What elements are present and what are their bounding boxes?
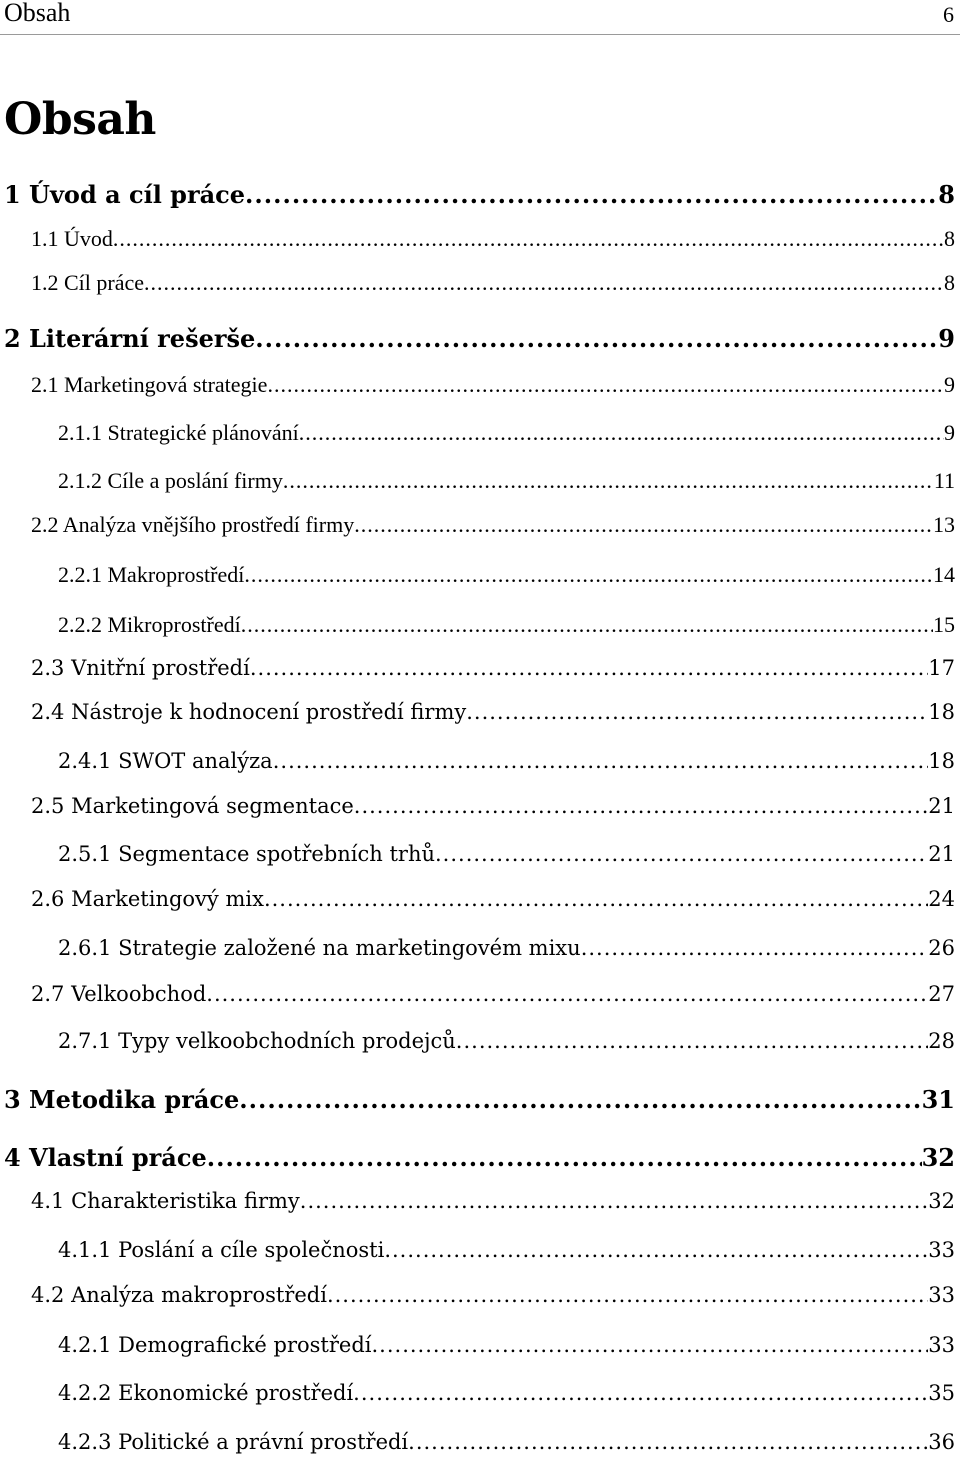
toc-entry-page: 21 — [928, 842, 955, 866]
toc-entry-title: 2.4.1 SWOT analýza — [58, 749, 273, 773]
toc-leader-dots — [245, 180, 938, 209]
header-title: Obsah — [4, 0, 71, 27]
toc-entry[interactable] — [58, 842, 955, 866]
toc-leader-dots — [250, 656, 928, 680]
toc-entry-title: 4.2 Analýza makroprostředí — [31, 1283, 327, 1307]
toc-leader-dots — [354, 794, 928, 818]
toc-entry[interactable] — [58, 1430, 955, 1454]
toc-entry-title: 2.4 Nástroje k hodnocení prostředí firmy — [31, 700, 467, 724]
toc-entry[interactable] — [58, 562, 955, 588]
toc-entry-title: 2.5.1 Segmentace spotřebních trhů — [58, 842, 435, 866]
toc-entry-page: 33 — [928, 1283, 955, 1307]
toc-entry-title: 2.2.1 Makroprostředí — [58, 562, 245, 587]
toc-entry-page: 21 — [928, 794, 955, 818]
toc-entry-page: 9 — [944, 372, 955, 397]
page-title: Obsah — [4, 94, 156, 145]
toc-entry-page: 11 — [933, 468, 955, 493]
toc-entry[interactable] — [31, 1283, 955, 1307]
toc-entry-page: 8 — [944, 226, 955, 251]
toc-leader-dots — [244, 562, 933, 588]
toc-entry[interactable] — [58, 936, 955, 960]
toc-entry-title: 1 Úvod a cíl práce — [4, 180, 246, 209]
toc-entry-title: 4.2.3 Politické a právní prostředí — [58, 1430, 409, 1454]
toc-entry-title: 1.1 Úvod — [31, 226, 113, 251]
toc-entry-page: 31 — [921, 1085, 955, 1114]
toc-entry-page: 9 — [944, 420, 955, 445]
toc-entry[interactable] — [58, 612, 955, 638]
toc-leader-dots — [113, 226, 944, 252]
toc-entry[interactable] — [4, 1143, 955, 1172]
toc-leader-dots — [239, 1085, 921, 1114]
toc-leader-dots — [207, 1143, 922, 1172]
toc-entry-page: 14 — [933, 562, 955, 587]
toc-entry-page: 18 — [928, 749, 955, 773]
toc-entry[interactable] — [31, 1189, 955, 1213]
toc-leader-dots — [466, 700, 928, 724]
toc-entry[interactable] — [31, 887, 955, 911]
toc-entry-title: 4.1 Charakteristika firmy — [31, 1189, 300, 1213]
toc-entry-title: 2.1 Marketingová strategie — [31, 372, 268, 397]
toc-leader-dots — [144, 270, 944, 296]
toc-entry[interactable] — [31, 512, 955, 538]
toc-leader-dots — [267, 372, 944, 398]
toc-entry[interactable] — [31, 270, 955, 296]
toc-leader-dots — [264, 887, 928, 911]
toc-leader-dots — [353, 1381, 928, 1405]
toc-entry-page: 33 — [928, 1238, 955, 1262]
toc-entry[interactable] — [58, 1029, 955, 1053]
toc-entry-title: 2.2.2 Mikroprostředí — [58, 612, 241, 637]
toc-entry[interactable] — [4, 324, 955, 353]
toc-entry[interactable] — [4, 1085, 955, 1114]
toc-leader-dots — [327, 1283, 928, 1307]
toc-entry[interactable] — [58, 1238, 955, 1262]
toc-entry-page: 26 — [928, 936, 955, 960]
toc-entry-title: 1.2 Cíl práce — [31, 270, 145, 295]
toc-entry-title: 2 Literární rešerše — [4, 324, 256, 353]
toc-leader-dots — [372, 1333, 929, 1357]
toc-entry[interactable] — [31, 794, 955, 818]
toc-leader-dots — [581, 936, 929, 960]
toc-entry[interactable] — [31, 372, 955, 398]
toc-entry[interactable] — [31, 982, 955, 1006]
toc-entry[interactable] — [58, 749, 955, 773]
toc-leader-dots — [408, 1430, 928, 1454]
toc-leader-dots — [206, 982, 928, 1006]
toc-entry-title: 2.3 Vnitřní prostředí — [31, 656, 250, 680]
toc-entry-page: 9 — [938, 324, 955, 353]
toc-entry[interactable] — [58, 468, 955, 494]
toc-entry[interactable] — [58, 420, 955, 446]
toc-leader-dots — [354, 512, 933, 538]
toc-entry[interactable] — [31, 656, 955, 680]
toc-leader-dots — [456, 1029, 928, 1053]
toc-entry-title: 4 Vlastní práce — [4, 1143, 207, 1172]
toc-entry-page: 8 — [944, 270, 955, 295]
toc-entry-title: 2.1.1 Strategické plánování — [58, 420, 299, 445]
toc-leader-dots — [384, 1238, 928, 1262]
toc-entry-title: 2.7.1 Typy velkoobchodních prodejců — [58, 1029, 456, 1053]
toc-leader-dots — [273, 749, 929, 773]
toc-entry-page: 36 — [928, 1430, 955, 1454]
toc-entry-page: 33 — [928, 1333, 955, 1357]
toc-entry-page: 13 — [933, 512, 955, 537]
toc-entry-title: 2.2 Analýza vnějšího prostředí firmy — [31, 512, 355, 537]
toc-entry-page: 27 — [928, 982, 955, 1006]
toc-entry-page: 18 — [928, 700, 955, 724]
toc-entry[interactable] — [4, 180, 955, 209]
toc-leader-dots — [241, 612, 933, 638]
toc-entry-page: 24 — [928, 887, 955, 911]
toc-entry-page: 28 — [928, 1029, 955, 1053]
toc-entry-page: 35 — [928, 1381, 955, 1405]
toc-entry[interactable] — [31, 700, 955, 724]
toc-entry-title: 4.1.1 Poslání a cíle společnosti — [58, 1238, 385, 1262]
toc-leader-dots — [299, 420, 944, 446]
toc-entry-title: 2.6 Marketingový mix — [31, 887, 264, 911]
toc-entry-title: 3 Metodika práce — [4, 1085, 240, 1114]
toc-entry-title: 2.6.1 Strategie založené na marketingovém mixu — [58, 936, 581, 960]
toc-entry-page: 8 — [938, 180, 955, 209]
toc-leader-dots — [255, 324, 938, 353]
toc-entry-page: 32 — [928, 1189, 955, 1213]
toc-entry-page: 15 — [933, 612, 955, 637]
toc-entry-title: 2.7 Velkoobchod — [31, 982, 207, 1006]
toc-entry-title: 2.1.2 Cíle a poslání firmy — [58, 468, 283, 493]
toc-leader-dots — [283, 468, 934, 494]
toc-entry-title: 2.5 Marketingová segmentace — [31, 794, 354, 818]
running-header — [0, 0, 960, 35]
toc-entry[interactable] — [31, 226, 955, 252]
toc-entry[interactable] — [58, 1333, 955, 1357]
toc-entry-title: 4.2.1 Demografické prostředí — [58, 1333, 372, 1357]
toc-entry-page: 32 — [921, 1143, 955, 1172]
header-page-number: 6 — [943, 2, 954, 27]
toc-leader-dots — [435, 842, 928, 866]
toc-entry-title: 4.2.2 Ekonomické prostředí — [58, 1381, 354, 1405]
toc-entry[interactable] — [58, 1381, 955, 1405]
toc-leader-dots — [300, 1189, 929, 1213]
toc-entry-page: 17 — [928, 656, 955, 680]
